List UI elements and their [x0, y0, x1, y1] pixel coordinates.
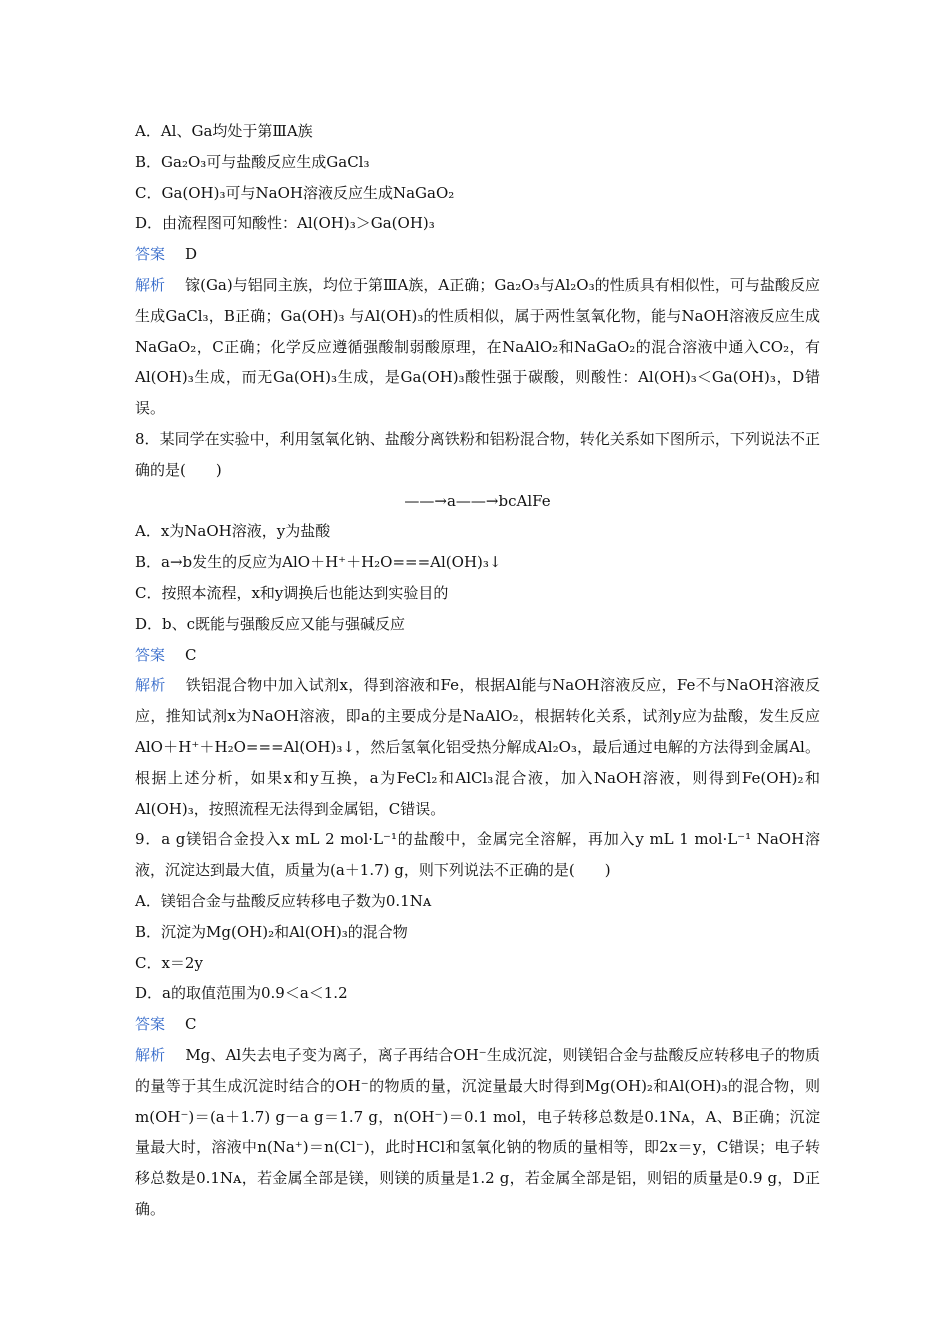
answer-label: 答案 [135, 245, 166, 264]
analysis-label: 解析 [135, 1045, 166, 1064]
q8-answer [135, 640, 820, 671]
q8-option-b: B．a→b发生的反应为AlO＋H⁺＋H₂O===Al(OH)₃↓ [135, 553, 502, 572]
q8-stem: 8．某同学在实验中，利用氢氧化钠、盐酸分离铁粉和铝粉混合物，转化关系如下图所示，下列说法不正确的是( ) [135, 429, 820, 479]
analysis-label: 解析 [135, 676, 166, 695]
answer-label: 答案 [135, 1015, 166, 1034]
q9-options [135, 886, 820, 1009]
q9-option-c: C．x＝2y [135, 953, 203, 972]
q8-analysis [135, 670, 820, 824]
q7-option-b: B．Ga₂O₃可与盐酸反应生成GaCl₃ [135, 152, 370, 171]
q9-option-d: D．a的取值范围为0.9＜a＜1.2 [135, 984, 348, 1003]
analysis-text: Mg、Al失去电子变为离子，离子再结合OH⁻生成沉淀，则镁铝合金与盐酸反应转移电子的物质的量等于其生成沉淀时结合的OH⁻的物质的量，沉淀量最大时得到Mg(OH)₂和Al(OH)₃的混合物，则m(OH⁻)＝(a＋1.7) g－a g＝1.7 g，n(OH⁻)＝0.1 mol，电子转移总数是0.1Nᴀ，A、B正确；沉淀量最大时，溶液中n(Na⁺)＝n(Cl⁻)，此时HCl和氢氧化钠的物质的量相等，即2x＝y，C错误；电子转移总数是0.1Nᴀ，若金属全部是镁，则镁的质量是1.2 g，若金属全部是铝，则铝的质量是0.9 g，D正确。 [135, 1045, 820, 1218]
q7-options [135, 116, 820, 239]
q8-options [135, 516, 820, 639]
answer-label: 答案 [135, 645, 166, 664]
q7-option-d: D．由流程图可知酸性：Al(OH)₃＞Ga(OH)₃ [135, 214, 435, 233]
q9-option-a: A．镁铝合金与盐酸反应转移电子数为0.1Nᴀ [135, 891, 432, 910]
document-page [135, 116, 820, 1225]
q7-analysis [135, 270, 820, 424]
answer-value: C [185, 1015, 197, 1034]
q7-answer [135, 239, 820, 270]
q7-option-c: C．Ga(OH)₃可与NaOH溶液反应生成NaGaO₂ [135, 183, 455, 202]
q9-analysis [135, 1040, 820, 1225]
analysis-label: 解析 [135, 275, 166, 294]
answer-value: D [185, 245, 198, 264]
q8-flow-diagram: ——→a——→bcAlFe [404, 491, 551, 510]
q8-option-d: D．b、c既能与强酸反应又能与强碱反应 [135, 614, 406, 633]
analysis-text: 铁铝混合物中加入试剂x，得到溶液和Fe，根据Al能与NaOH溶液反应，Fe不与NaOH溶液反应，推知试剂x为NaOH溶液，即a的主要成分是NaAlO₂，根据转化关系，试剂y应为盐酸，发生反应AlO＋H⁺＋H₂O===Al(OH)₃↓，然后氢氧化铝受热分解成Al₂O₃，最后通过电解的方法得到金属Al。根据上述分析，如果x和y互换，a为FeCl₂和AlCl₃混合液，加入NaOH溶液，则得到Fe(OH)₂和Al(OH)₃，按照流程无法得到金属铝，C错误。 [135, 676, 820, 818]
q7-option-a: A．Al、Ga均处于第ⅢA族 [135, 122, 313, 140]
q9-stem: 9．a g镁铝合金投入x mL 2 mol·L⁻¹的盐酸中，金属完全溶解，再加入y mL 1 mol·L⁻¹ NaOH溶液，沉淀达到最大值，质量为(a＋1.7) g，则下列说法不正确的是( ) [135, 830, 820, 880]
analysis-text: 镓(Ga)与铝同主族，均位于第ⅢA族，A正确；Ga₂O₃与Al₂O₃的性质具有相似性，可与盐酸反应生成GaCl₃，B正确；Ga(OH)₃ 与Al(OH)₃的性质相似，属于两性氢氧化物，能与NaOH溶液反应生成NaGaO₂，C正确；化学反应遵循强酸制弱酸原理，在NaAlO₂和NaGaO₂的混合溶液中通入CO₂，有Al(OH)₃生成，而无Ga(OH)₃生成，是Ga(OH)₃酸性强于碳酸，则酸性：Al(OH)₃＜Ga(OH)₃，D错误。 [135, 275, 820, 418]
answer-value: C [185, 645, 197, 664]
q8-option-c: C．按照本流程，x和y调换后也能达到实验目的 [135, 583, 449, 602]
q9-option-b: B．沉淀为Mg(OH)₂和Al(OH)₃的混合物 [135, 922, 408, 941]
q8-option-a: A．x为NaOH溶液，y为盐酸 [135, 522, 331, 541]
q9-answer [135, 1009, 820, 1040]
